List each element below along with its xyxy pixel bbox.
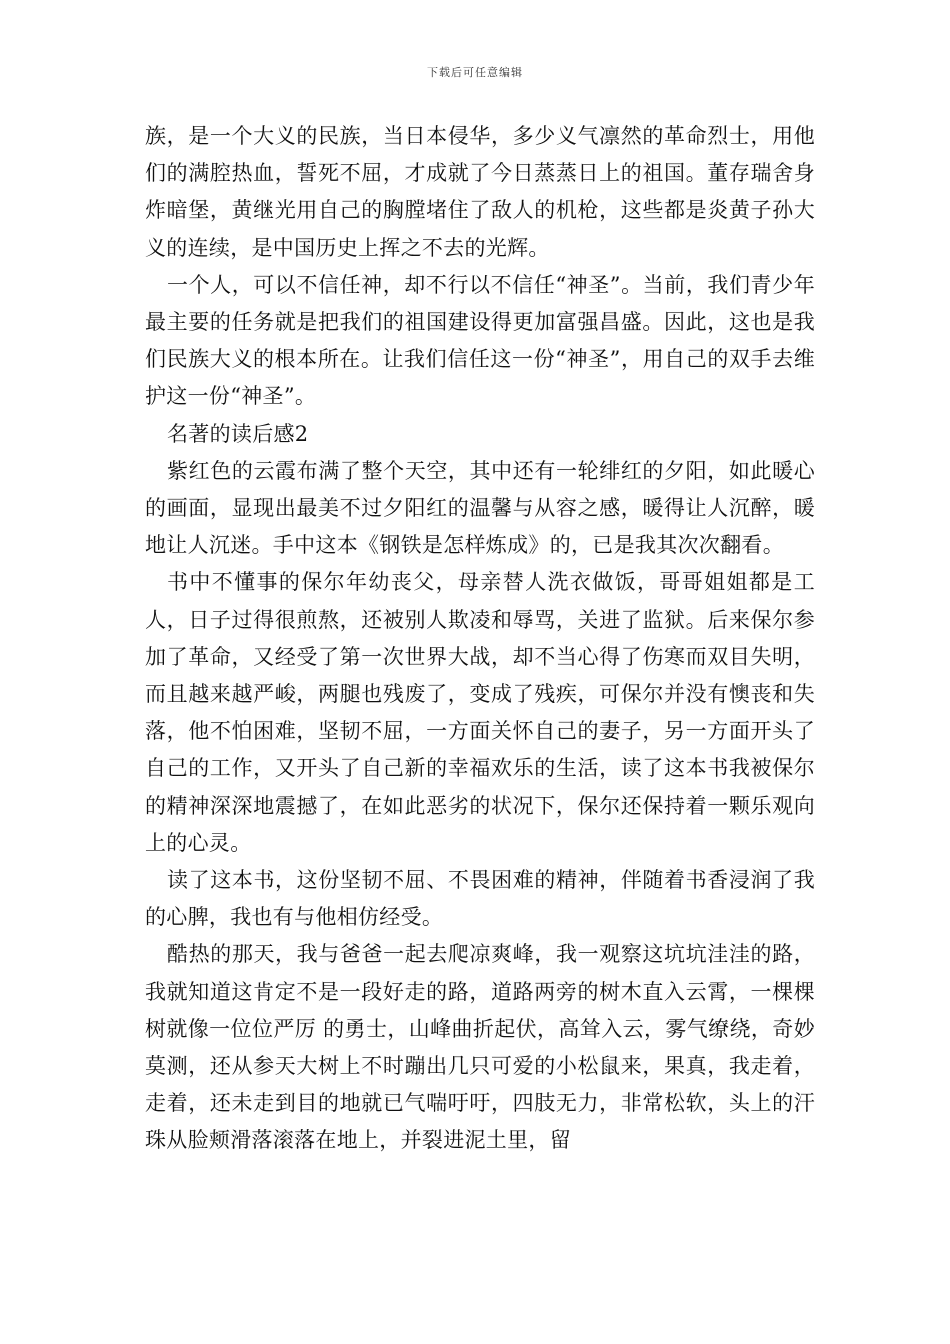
page-header: 下载后可任意编辑 <box>427 66 523 79</box>
paragraph-1: 族，是一个大义的民族，当日本侵华，多少义气凛然的革命烈士，用他们的满腔热血，誓死不屈，才成就了今日蒸蒸日上的祖国。董存瑞舍身炸暗堡，黄继光用自己的胸膛堵住了敌人的机枪，这些都是炎黄子孙大义的连续，是中国历史上挥之不去的光辉。 <box>145 124 815 260</box>
paragraph-4: 书中不懂事的保尔年幼丧父，母亲替人洗衣做饭，哥哥姐姐都是工人，日子过得很煎熬，还被别人欺凌和辱骂，关进了监狱。后来保尔参加了革命，又经受了第一次世界大战，却不当心得了伤寒而双目失明，而且越来越严峻，两腿也残废了，变成了残疾，可保尔并没有懊丧和失落，他不怕困难，坚韧不屈，一方面关怀自己的妻子，另一方面开头了自己的工作，又开头了自己新的幸福欢乐的生活，读了这本书我被保尔的精神深深地震撼了，在如此恶劣的状况下，保尔还保持着一颗乐观向上的心灵。 <box>145 570 815 855</box>
paragraph-2: 一个人，可以不信任神，却不行以不信任“神圣”。当前，我们青少年最主要的任务就是把我们的祖国建设得更加富强昌盛。因此，这也是我们民族大义的根本所在。让我们信任这一份“神圣”，用自己的双手去维护这一份“神圣”。 <box>145 272 815 409</box>
paragraph-3: 紫红色的云霞布满了整个天空，其中还有一轮绯红的夕阳，如此暖心的画面，显现出最美不过夕阳红的温馨与从容之感，暖得让人沉醉，暖地让人沉迷。手中这本《钢铁是怎样炼成》的，已是我其次次翻看。 <box>145 458 815 558</box>
section-heading: 名著的读后感2 <box>167 421 309 446</box>
document-body <box>145 118 815 1160</box>
paragraph-5: 读了这本书，这份坚韧不屈、不畏困难的精神，伴随着书香浸润了我的心脾，我也有与他相仿经受。 <box>145 868 815 930</box>
paragraph-6: 酷热的那天，我与爸爸一起去爬凉爽峰，我一观察这坑坑洼洼的路，我就知道这肯定不是一段好走的路，道路两旁的树木直入云霄，一棵棵树就像一位位严厉 的勇士，山峰曲折起伏，高耸入云，雾气缭绕，奇妙莫测，还从参天大树上不时蹦出几只可爱的小松鼠来，果真，我走着，走着，还未走到目的地就已气喘吁吁，四肢无力，非常松软，头上的汗珠从脸颊滑落滚落在地上，并裂进泥土里，留 <box>145 942 815 1153</box>
